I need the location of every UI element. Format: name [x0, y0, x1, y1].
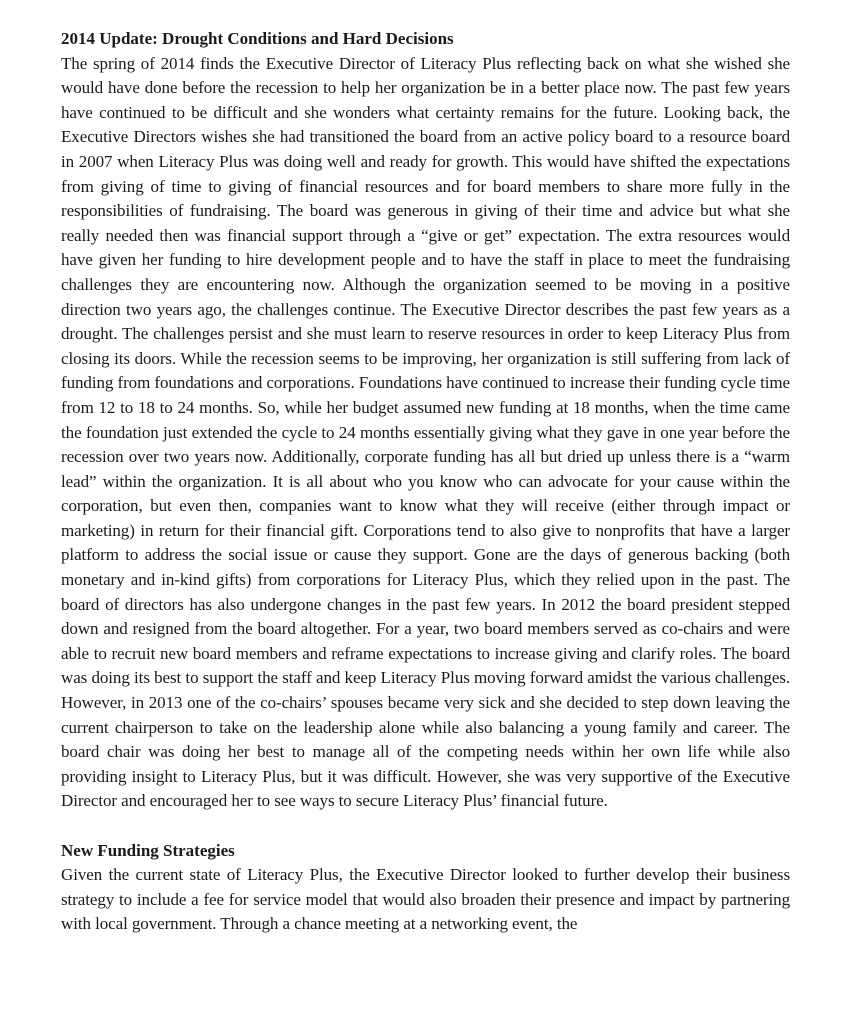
section-heading: New Funding Strategies	[61, 840, 235, 860]
section-drought-conditions	[61, 27, 790, 814]
section-paragraph: The spring of 2014 finds the Executive Director of Literacy Plus reflecting back on what she wished she would have done before the recession to help her organization be in a better place now. The past few years have continued to be difficult and she wonders what certainty remains for the future. Looking back, the Executive Directors wishes she had transitioned the board from an active policy board to a resource board in 2007 when Literacy Plus was doing well and ready for growth. This would have shifted the expectations from giving of time to giving of financial resources and for board members to share more fully in the responsibilities of fundraising. The board was generous in giving of their time and advice but what she really needed then was financial support through a “give or get” expectation. The extra resources would have given her funding to hire development people and to have the staff in place to meet the fundraising challenges they are encountering now. Although the organization seemed to be moving in a positive direction two years ago, the challenges continue. The Executive Director describes the past few years as a drought. The challenges persist and she must learn to reserve resources in order to keep Literacy Plus from closing its doors. While the recession seems to be improving, her organization is still suffering from lack of funding from foundations and corporations. Foundations have continued to increase their funding cycle time from 12 to 18 to 24 months. So, while her budget assumed new funding at 18 months, when the time came the foundation just extended the cycle to 24 months essentially giving what they gave in one year before the recession over two years now. Additionally, corporate funding has all but dried up unless there is a “warm lead” within the organization. It is all about who you know who can advocate for your cause within the corporation, but even then, companies want to know what they will receive (either through impact or marketing) in return for their financial gift. Corporations tend to also give to nonprofits that have a larger platform to address the social issue or cause they support. Gone are the days of generous backing (both monetary and in-kind gifts) from corporations for Literacy Plus, which they relied upon in the past. The board of directors has also undergone changes in the past few years. In 2012 the board president stepped down and resigned from the board altogether. For a year, two board members served as co-chairs and were able to recruit new board members and reframe expectations to increase giving and clarify roles. The board was doing its best to support the staff and keep Literacy Plus moving forward amidst the various challenges. However, in 2013 one of the co-chairs’ spouses became very sick and she decided to step down leaving the current chairperson to take on the leadership alone while also balancing a young family and career. The board chair was doing her best to manage all of the competing needs within her own life while also providing insight to Literacy Plus, but it was difficult. However, she was very supportive of the Executive Director and encouraged her to see ways to secure Literacy Plus’ financial future.	[61, 53, 790, 811]
section-heading: 2014 Update: Drought Conditions and Hard Decisions	[61, 29, 454, 48]
document-page	[61, 27, 790, 937]
section-paragraph: Given the current state of Literacy Plus, the Executive Director looked to further develop their business strategy to include a fee for service model that would also broaden their presence and impact by partnering with local government. Through a chance meeting at a networking event, the	[61, 865, 790, 934]
section-new-funding-strategies	[61, 839, 790, 937]
